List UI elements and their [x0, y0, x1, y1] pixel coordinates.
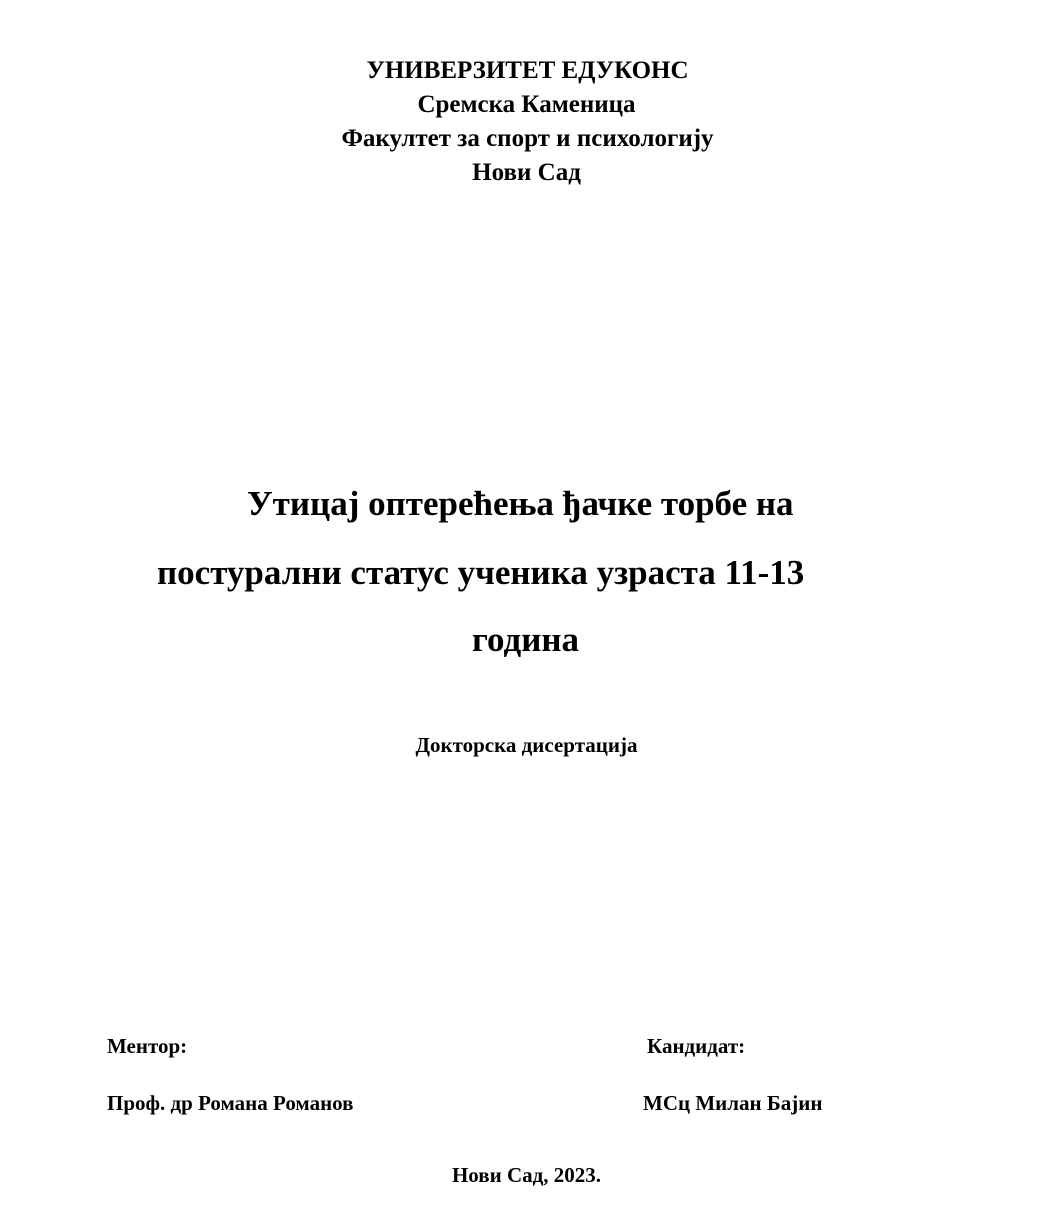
institution-header	[0, 54, 1053, 190]
university-name: УНИВЕРЗИТЕТ ЕДУКОНС	[366, 57, 689, 84]
faculty-name: Факултет за спорт и психологију	[341, 125, 714, 152]
document-type: Докторска дисертација	[415, 733, 638, 757]
candidate-label: Кандидат:	[647, 1034, 746, 1058]
thesis-title-page: УНИВЕРЗИТЕТ ЕДУКОНС Сремска Каменица Факултет за спорт и психологију Нови Сад Утицај оптерећења ђачке торбе на постурални статус ученика узраста 11-13 година Докторска дисертација Ментор: Кандидат: Проф. др Романа Романов МСц Милан Бајин Нови Сад, 2023.	[0, 0, 1053, 1221]
mentor-label: Ментор:	[107, 1034, 188, 1058]
candidate-name: МСц Милан Бајин	[643, 1091, 823, 1115]
faculty-city: Нови Сад	[472, 159, 581, 186]
university-location: Сремска Каменица	[417, 91, 636, 118]
place-and-year: Нови Сад, 2023.	[451, 1163, 602, 1187]
mentor-name: Проф. др Романа Романов	[107, 1091, 354, 1115]
thesis-title-line-3: година	[471, 620, 580, 659]
